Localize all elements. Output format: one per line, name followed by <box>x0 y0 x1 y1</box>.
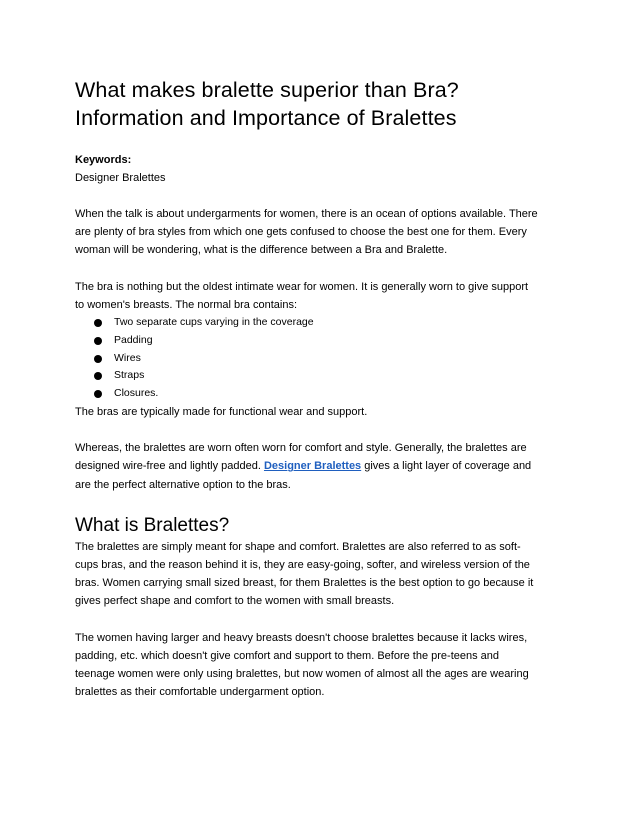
text-line: are the perfect alternative option to the bras. <box>75 478 291 491</box>
text-line: Whereas, the bralettes are worn often worn for comfort and style. Generally, the bralettes are <box>75 442 527 455</box>
bra-summary: The bras are typically made for functional wear and support. <box>75 406 368 418</box>
text-line: The bra is nothing but the oldest intimate wear for women. It is generally worn to give support <box>75 280 529 293</box>
text-line: cups bras, and the reason behind it is, they are easy-going, softer, and wireless version of the <box>75 559 530 572</box>
list-item <box>94 314 570 332</box>
text-segment: gives a light layer of coverage and <box>361 460 532 473</box>
bullet-icon <box>94 355 102 363</box>
keywords-label: Keywords: <box>75 154 132 166</box>
list-item <box>94 385 570 403</box>
list-item-text: Two separate cups varying in the coverage <box>114 316 314 329</box>
list-item-text: Closures. <box>114 387 159 400</box>
text-line: The women having larger and heavy breasts doesn't choose bralettes because it lacks wires, <box>75 631 528 644</box>
section-paragraph-2 <box>75 629 570 702</box>
list-item <box>94 332 570 350</box>
text-line: woman will be wondering, what is the difference between a Bra and Bralette. <box>75 244 448 257</box>
list-item-text: Straps <box>114 369 145 382</box>
bra-components-list <box>75 314 570 403</box>
bullet-icon <box>94 372 102 380</box>
text-line: When the talk is about undergarments for women, there is an ocean of options available. There <box>75 208 538 220</box>
bullet-icon <box>94 337 102 345</box>
bra-paragraph <box>75 278 570 314</box>
text-line: to women's breasts. The normal bra contains: <box>75 298 298 311</box>
list-item <box>94 350 570 368</box>
text-line: bralettes as their comfortable undergarment option. <box>75 686 325 699</box>
text-line: teenage women were only using bralettes, but now women of almost all the ages are wearing <box>75 668 529 681</box>
text-line: padding, etc. which doesn't give comfort and support to them. Before the pre-teens and <box>75 649 500 662</box>
section-paragraph-1 <box>75 538 570 611</box>
bullet-icon <box>94 319 102 327</box>
keywords-value: Designer Bralettes <box>75 172 166 184</box>
designer-bralettes-link[interactable]: Designer Bralettes <box>263 460 362 473</box>
list-item <box>94 367 570 385</box>
text-line <box>75 457 570 475</box>
list-item-text: Padding <box>114 333 153 346</box>
title-line: Information and Importance of Bralettes <box>75 106 457 130</box>
title-line: What makes bralette superior than Bra? <box>75 78 459 102</box>
section-heading: What is Bralettes? <box>75 514 230 536</box>
list-item-text: Wires <box>114 351 141 364</box>
document-title <box>75 76 570 132</box>
text-line: bras. Women carrying small sized breast, for them Bralettes is the best option to go because it <box>75 577 534 590</box>
text-line: gives perfect shape and comfort to the women with small breasts. <box>75 595 395 608</box>
intro-paragraph <box>75 205 570 260</box>
document-page <box>75 76 570 701</box>
text-line: are plenty of bra styles from which one gets confused to choose the best one for them. Every <box>75 226 527 239</box>
text-segment: designed wire-free and lightly padded. <box>75 460 264 473</box>
whereas-paragraph <box>75 439 570 494</box>
bullet-icon <box>94 390 102 398</box>
text-line: The bralettes are simply meant for shape and comfort. Bralettes are also referred to as soft- <box>75 540 521 553</box>
